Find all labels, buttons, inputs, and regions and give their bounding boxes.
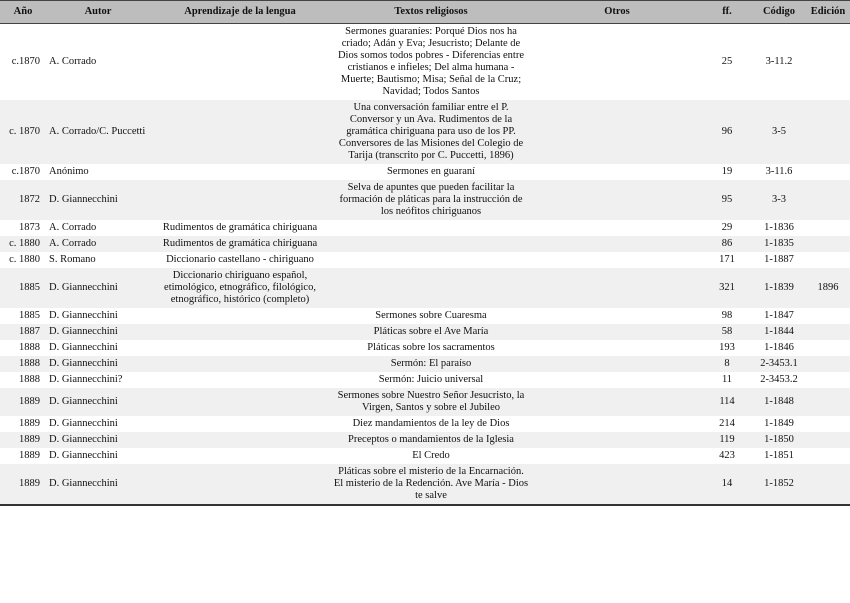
cell-code: 1-1846 <box>752 340 806 356</box>
cell-year: 1885 <box>0 268 46 308</box>
cell-ff: 214 <box>702 416 752 432</box>
table-row <box>0 308 850 324</box>
header-year: Año <box>0 1 46 24</box>
cell-language: Rudimentos de gramática chiriguana <box>150 236 330 252</box>
cell-others <box>532 416 702 432</box>
cell-religious: Sermones en guaraní <box>330 164 532 180</box>
cell-others <box>532 464 702 505</box>
cell-code: 3-3 <box>752 180 806 220</box>
cell-year: 1873 <box>0 220 46 236</box>
cell-code: 1-1847 <box>752 308 806 324</box>
cell-author: D. Giannecchini <box>46 416 150 432</box>
cell-author: A. Corrado <box>46 236 150 252</box>
table-row <box>0 464 850 505</box>
cell-edition <box>806 356 850 372</box>
cell-others <box>532 340 702 356</box>
cell-author: S. Romano <box>46 252 150 268</box>
cell-religious: Pláticas sobre el misterio de la Encarnación. El misterio de la Redención. Ave María - Dios te salve <box>330 464 532 505</box>
cell-language <box>150 372 330 388</box>
cell-language <box>150 464 330 505</box>
cell-religious <box>330 236 532 252</box>
cell-ff: 96 <box>702 100 752 164</box>
header-row <box>0 1 850 24</box>
cell-religious: Sermón: Juicio universal <box>330 372 532 388</box>
table-row <box>0 100 850 164</box>
cell-others <box>532 236 702 252</box>
cell-edition <box>806 100 850 164</box>
cell-code: 1-1835 <box>752 236 806 252</box>
cell-edition <box>806 180 850 220</box>
cell-code: 2-3453.1 <box>752 356 806 372</box>
cell-religious <box>330 220 532 236</box>
cell-year: 1872 <box>0 180 46 220</box>
header-others: Otros <box>532 1 702 24</box>
cell-author: A. Corrado <box>46 24 150 101</box>
cell-religious <box>330 268 532 308</box>
cell-author: D. Giannecchini <box>46 180 150 220</box>
cell-others <box>532 448 702 464</box>
cell-others <box>532 372 702 388</box>
table-row <box>0 252 850 268</box>
header-religious: Textos religiosos <box>330 1 532 24</box>
cell-year: 1888 <box>0 340 46 356</box>
cell-others <box>532 308 702 324</box>
table-row <box>0 324 850 340</box>
cell-author: D. Giannecchini <box>46 388 150 416</box>
cell-edition <box>806 220 850 236</box>
cell-author: D. Giannecchini <box>46 308 150 324</box>
cell-year: 1887 <box>0 324 46 340</box>
cell-language <box>150 416 330 432</box>
table-row <box>0 220 850 236</box>
cell-ff: 193 <box>702 340 752 356</box>
cell-language <box>150 448 330 464</box>
cell-code: 1-1848 <box>752 388 806 416</box>
cell-author: D. Giannecchini? <box>46 372 150 388</box>
cell-language <box>150 324 330 340</box>
cell-year: 1885 <box>0 308 46 324</box>
cell-religious: Preceptos o mandamientos de la Iglesia <box>330 432 532 448</box>
cell-code: 1-1850 <box>752 432 806 448</box>
cell-edition <box>806 388 850 416</box>
cell-year: 1889 <box>0 416 46 432</box>
table-header <box>0 1 850 24</box>
cell-language <box>150 432 330 448</box>
table-body <box>0 24 850 506</box>
table-row <box>0 356 850 372</box>
cell-religious: Selva de apuntes que pueden facilitar la formación de pláticas para la instrucción de los neófitos chiriguanos <box>330 180 532 220</box>
cell-religious: Sermones sobre Nuestro Señor Jesucristo, la Virgen, Santos y sobre el Jubileo <box>330 388 532 416</box>
header-code: Código <box>752 1 806 24</box>
cell-author: A. Corrado/C. Puccetti <box>46 100 150 164</box>
cell-author: D. Giannecchini <box>46 448 150 464</box>
table-row <box>0 180 850 220</box>
cell-religious: Pláticas sobre los sacramentos <box>330 340 532 356</box>
header-edition: Edición <box>806 1 850 24</box>
cell-ff: 321 <box>702 268 752 308</box>
cell-religious: Pláticas sobre el Ave María <box>330 324 532 340</box>
cell-religious: Sermones sobre Cuaresma <box>330 308 532 324</box>
cell-religious <box>330 252 532 268</box>
cell-edition <box>806 464 850 505</box>
cell-language <box>150 308 330 324</box>
cell-code: 1-1836 <box>752 220 806 236</box>
cell-author: D. Giannecchini <box>46 356 150 372</box>
cell-ff: 119 <box>702 432 752 448</box>
cell-edition: 1896 <box>806 268 850 308</box>
cell-author: Anónimo <box>46 164 150 180</box>
cell-ff: 25 <box>702 24 752 101</box>
cell-ff: 19 <box>702 164 752 180</box>
table-row <box>0 268 850 308</box>
table-row <box>0 340 850 356</box>
cell-others <box>532 100 702 164</box>
cell-ff: 114 <box>702 388 752 416</box>
cell-ff: 423 <box>702 448 752 464</box>
cell-others <box>532 356 702 372</box>
cell-edition <box>806 432 850 448</box>
cell-year: 1889 <box>0 432 46 448</box>
cell-edition <box>806 324 850 340</box>
table-row <box>0 24 850 101</box>
cell-author: D. Giannecchini <box>46 464 150 505</box>
cell-year: 1889 <box>0 448 46 464</box>
cell-ff: 8 <box>702 356 752 372</box>
cell-code: 1-1844 <box>752 324 806 340</box>
cell-edition <box>806 416 850 432</box>
cell-edition <box>806 236 850 252</box>
cell-religious: Una conversación familiar entre el P. Conversor y un Ava. Rudimentos de la gramática chiriguana para uso de los PP. Conversores de las Misiones del Colegio de Tarija (transcrito por C. Puccetti, 1896) <box>330 100 532 164</box>
cell-code: 1-1851 <box>752 448 806 464</box>
cell-others <box>532 220 702 236</box>
table-row <box>0 372 850 388</box>
table-row <box>0 236 850 252</box>
cell-religious: El Credo <box>330 448 532 464</box>
cell-religious: Diez mandamientos de la ley de Dios <box>330 416 532 432</box>
cell-edition <box>806 340 850 356</box>
cell-code: 1-1839 <box>752 268 806 308</box>
header-ff: ff. <box>702 1 752 24</box>
table-row <box>0 388 850 416</box>
cell-language <box>150 164 330 180</box>
cell-year: 1888 <box>0 372 46 388</box>
cell-code: 1-1887 <box>752 252 806 268</box>
cell-year: c.1870 <box>0 24 46 101</box>
cell-language <box>150 356 330 372</box>
cell-year: c.1870 <box>0 164 46 180</box>
cell-language: Diccionario chiriguano español, etimológico, etnográfico, filológico, etnográfico, histórico (completo) <box>150 268 330 308</box>
cell-edition <box>806 164 850 180</box>
cell-year: 1888 <box>0 356 46 372</box>
cell-religious: Sermones guaraníes: Porqué Dios nos ha criado; Adán y Eva; Jesucristo; Delante de Dios somos todos pobres - Diferencias entre cristianos e infieles; Del alma humana - Muerte; Bautismo; Misa; Señal de la Cruz; Navidad; Todos Santos <box>330 24 532 101</box>
cell-language <box>150 388 330 416</box>
cell-author: D. Giannecchini <box>46 432 150 448</box>
cell-ff: 58 <box>702 324 752 340</box>
cell-ff: 14 <box>702 464 752 505</box>
cell-author: D. Giannecchini <box>46 268 150 308</box>
cell-others <box>532 164 702 180</box>
table-row <box>0 448 850 464</box>
table-row <box>0 416 850 432</box>
cell-others <box>532 252 702 268</box>
cell-language <box>150 340 330 356</box>
cell-ff: 86 <box>702 236 752 252</box>
cell-ff: 11 <box>702 372 752 388</box>
cell-others <box>532 324 702 340</box>
cell-edition <box>806 252 850 268</box>
cell-others <box>532 388 702 416</box>
cell-year: 1889 <box>0 464 46 505</box>
cell-ff: 95 <box>702 180 752 220</box>
cell-others <box>532 432 702 448</box>
cell-language <box>150 180 330 220</box>
cell-code: 1-1849 <box>752 416 806 432</box>
cell-code: 1-1852 <box>752 464 806 505</box>
cell-author: D. Giannecchini <box>46 324 150 340</box>
cell-others <box>532 24 702 101</box>
cell-others <box>532 180 702 220</box>
cell-ff: 29 <box>702 220 752 236</box>
cell-year: c. 1870 <box>0 100 46 164</box>
table-row <box>0 432 850 448</box>
cell-edition <box>806 308 850 324</box>
cell-religious: Sermón: El paraíso <box>330 356 532 372</box>
header-language: Aprendizaje de la lengua <box>150 1 330 24</box>
table-row <box>0 164 850 180</box>
cell-edition <box>806 24 850 101</box>
cell-others <box>532 268 702 308</box>
cell-code: 3-11.6 <box>752 164 806 180</box>
cell-year: c. 1880 <box>0 252 46 268</box>
cell-code: 2-3453.2 <box>752 372 806 388</box>
cell-year: c. 1880 <box>0 236 46 252</box>
cell-author: A. Corrado <box>46 220 150 236</box>
cell-ff: 98 <box>702 308 752 324</box>
cell-ff: 171 <box>702 252 752 268</box>
header-author: Autor <box>46 1 150 24</box>
cell-edition <box>806 448 850 464</box>
cell-year: 1889 <box>0 388 46 416</box>
cell-language <box>150 24 330 101</box>
cell-language <box>150 100 330 164</box>
cell-author: D. Giannecchini <box>46 340 150 356</box>
cell-language: Diccionario castellano - chiriguano <box>150 252 330 268</box>
cell-code: 3-5 <box>752 100 806 164</box>
cell-edition <box>806 372 850 388</box>
cell-language: Rudimentos de gramática chiriguana <box>150 220 330 236</box>
cell-code: 3-11.2 <box>752 24 806 101</box>
